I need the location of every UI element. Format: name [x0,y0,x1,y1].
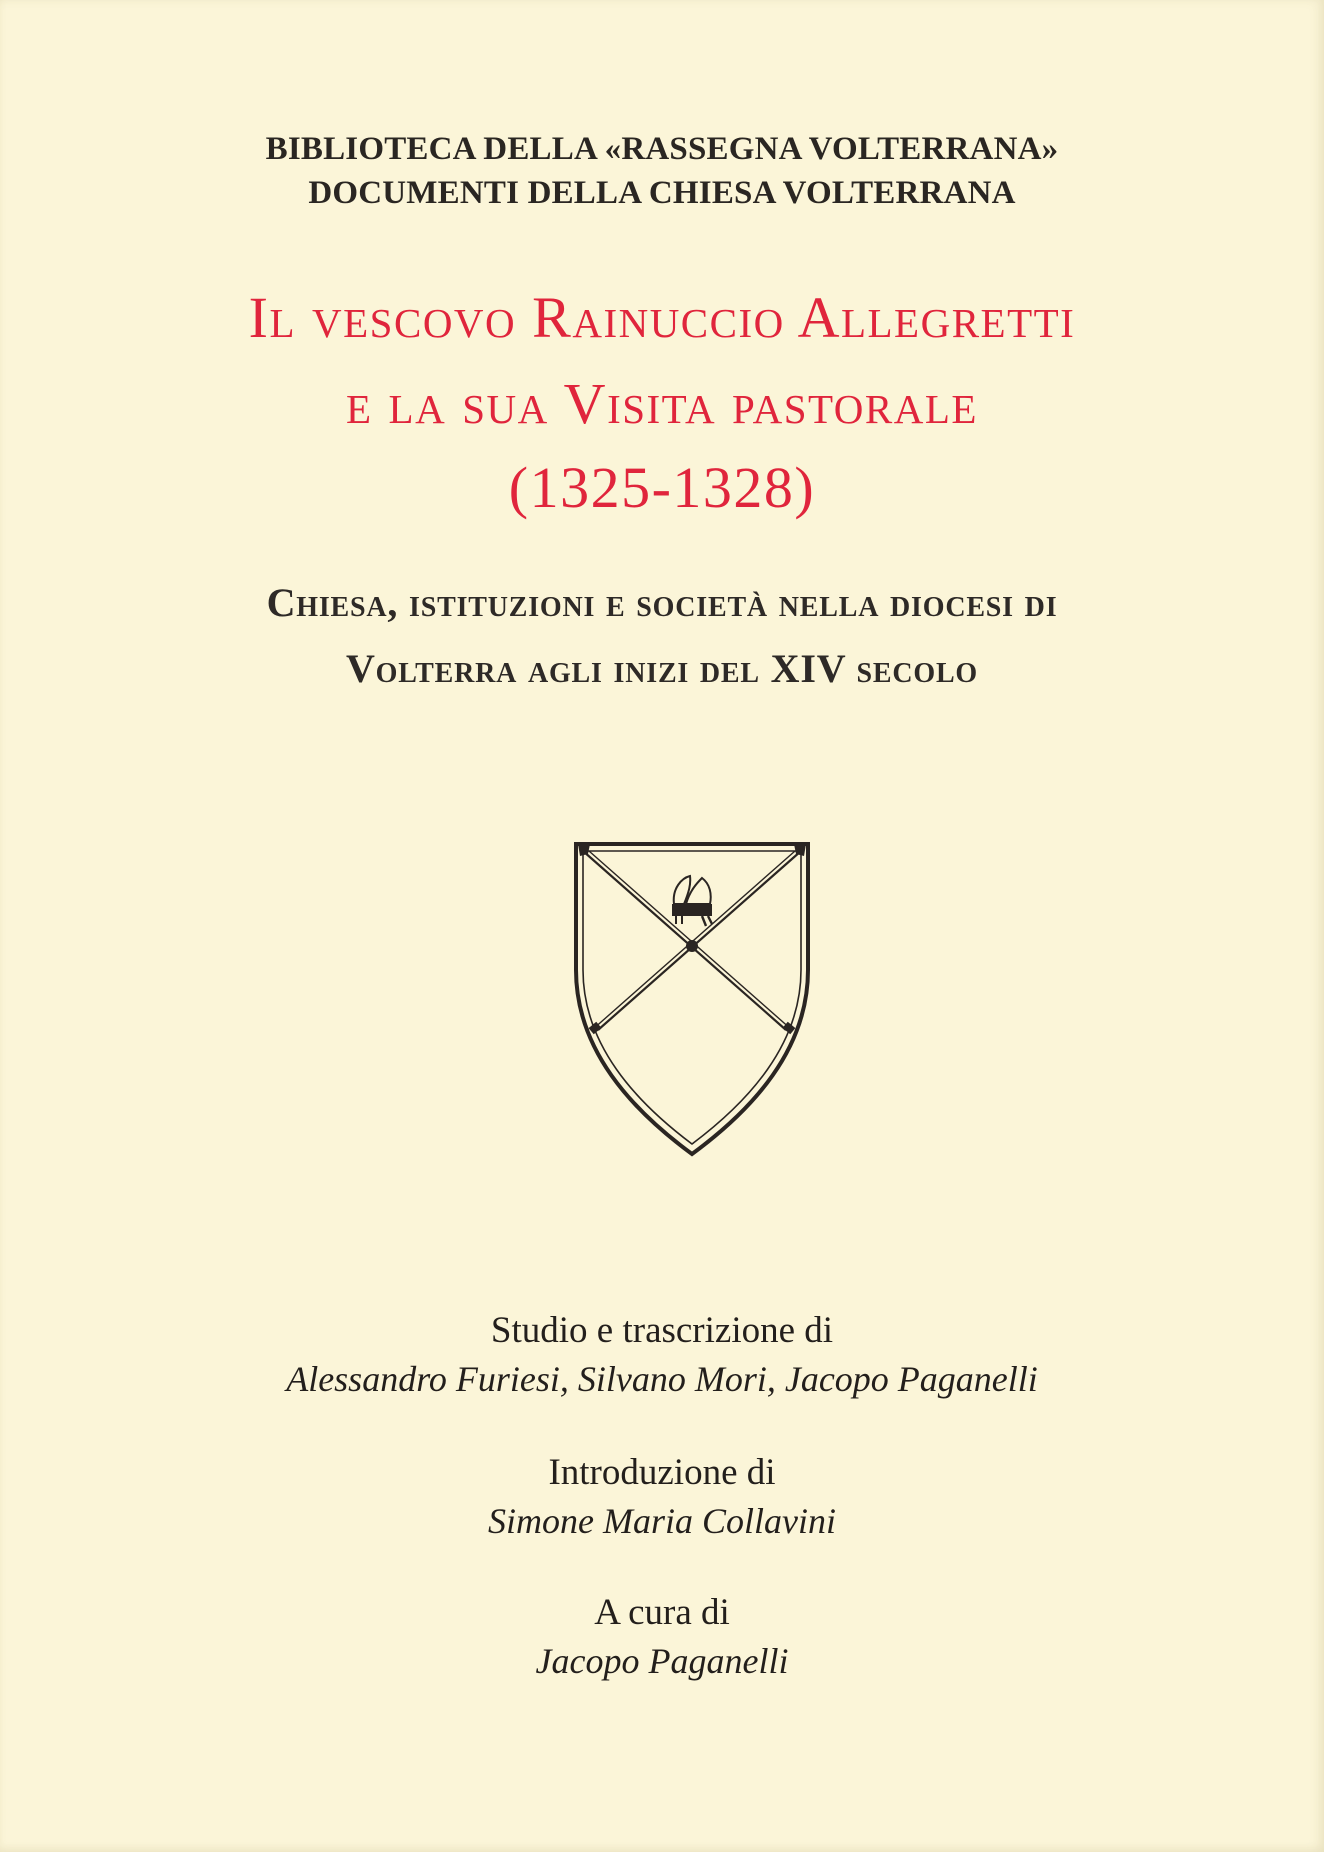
editor-name: Jacopo Paganelli [535,1641,789,1681]
book-title-line-1: Il vescovo Rainuccio Allegretti [248,285,1076,350]
study-label: Studio e trascrizione di [490,1310,834,1351]
book-subtitle-line-1: Chiesa, istituzioni e società nella diocesi di [266,580,1058,625]
introduction-author: Simone Maria Collavini [488,1501,836,1541]
book-subtitle-line-2: Volterra agli inizi del XIV secolo [345,646,979,691]
book-title-line-2: e la sua Visita pastorale [346,371,978,436]
editor-label: A cura di [594,1592,730,1633]
series-subtitle: DOCUMENTI DELLA CHIESA VOLTERRANA [308,175,1016,211]
introduction-label: Introduzione di [548,1452,776,1493]
study-authors: Alessandro Furiesi, Silvano Mori, Jacopo Paganelli [286,1359,1038,1399]
coat-of-arms-shield-with-mitre-icon [572,840,812,1160]
book-title-years: (1325-1328) [508,455,816,520]
series-title: BIBLIOTECA DELLA «RASSEGNA VOLTERRANA» [265,131,1059,167]
